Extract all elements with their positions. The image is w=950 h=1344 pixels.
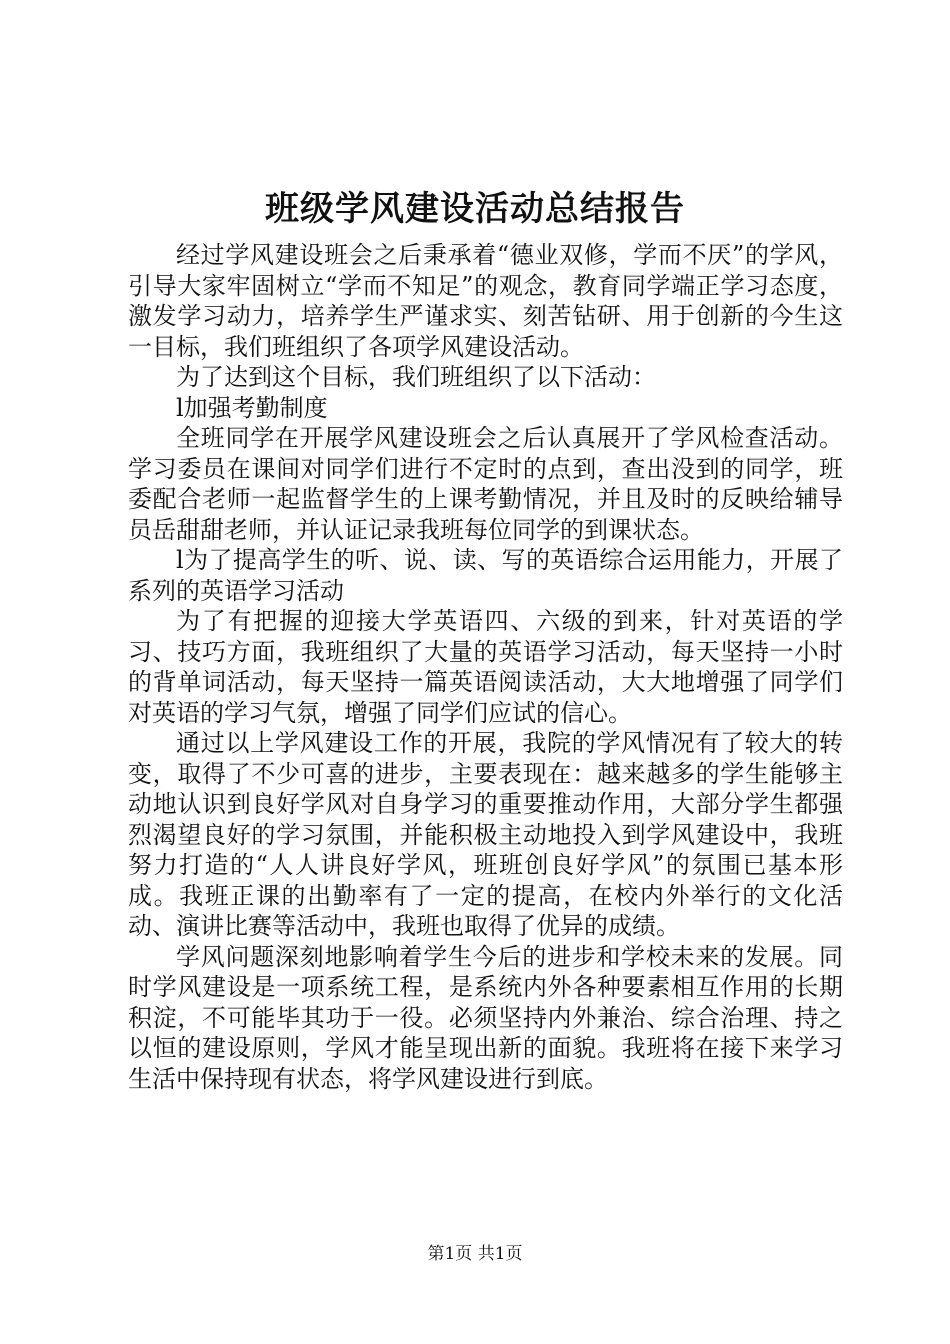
paragraph-attendance: 全班同学在开展学风建设班会之后认真展开了学风检查活动。学习委员在课间对同学们进行不定时的点到，查出没到的同学，班委配合老师一起监督学生的上课考勤情况，并且及时的反映给辅导员岳甜甜老师，并认证记录我班每位同学的到课状态。: [128, 424, 843, 544]
document-body: [128, 240, 843, 1094]
heading-attendance: l加强考勤制度: [176, 393, 328, 422]
heading-english: l为了提高学生的听、说、读、写的英语综合运用能力，开展了系列的英语学习活动: [128, 546, 843, 605]
document-title: 班级学风建设活动总结报告: [265, 189, 685, 229]
paragraph-english: 为了有把握的迎接大学英语四、六级的到来，针对英语的学习、技巧方面，我班组织了大量的英语学习活动，每天坚持一小时的背单词活动，每天坚持一篇英语阅读活动，大大地增强了同学们对英语的学习气氛，增强了同学们应试的信心。: [128, 607, 843, 727]
paragraph-results: 通过以上学风建设工作的开展，我院的学风情况有了较大的转变，取得了不少可喜的进步，主要表现在：越来越多的学生能够主动地认识到良好学风对自身学习的重要推动作用，大部分学生都强烈渴望良好的学习氛围，并能积极主动地投入到学风建设中，我班努力打造的“人人讲良好学风，班班创良好学风”的氛围已基本形成。我班正课的出勤率有了一定的提高，在校内外举行的文化活动、演讲比赛等活动中，我班也取得了优异的成绩。: [128, 729, 843, 940]
page-footer: 第1页 共1页: [427, 1244, 523, 1264]
paragraph-conclusion: 学风问题深刻地影响着学生今后的进步和学校未来的发展。同时学风建设是一项系统工程，是系统内外各种要素相互作用的长期积淀，不可能毕其功于一役。必须坚持内外兼治、综合治理、持之以恒的建设原则，学风才能呈现出新的面貌。我班将在接下来学习生活中保持现有状态，将学风建设进行到底。: [128, 942, 843, 1093]
paragraph-intro: 经过学风建设班会之后秉承着“德业双修，学而不厌”的学风，引导大家牢固树立“学而不知足”的观念，教育同学端正学习态度，激发学习动力，培养学生严谨求实、刻苦钻研、用于创新的今生这一目标，我们班组织了各项学风建设活动。: [128, 241, 843, 361]
paragraph-activities-lead: 为了达到这个目标，我们班组织了以下活动：: [176, 363, 656, 391]
